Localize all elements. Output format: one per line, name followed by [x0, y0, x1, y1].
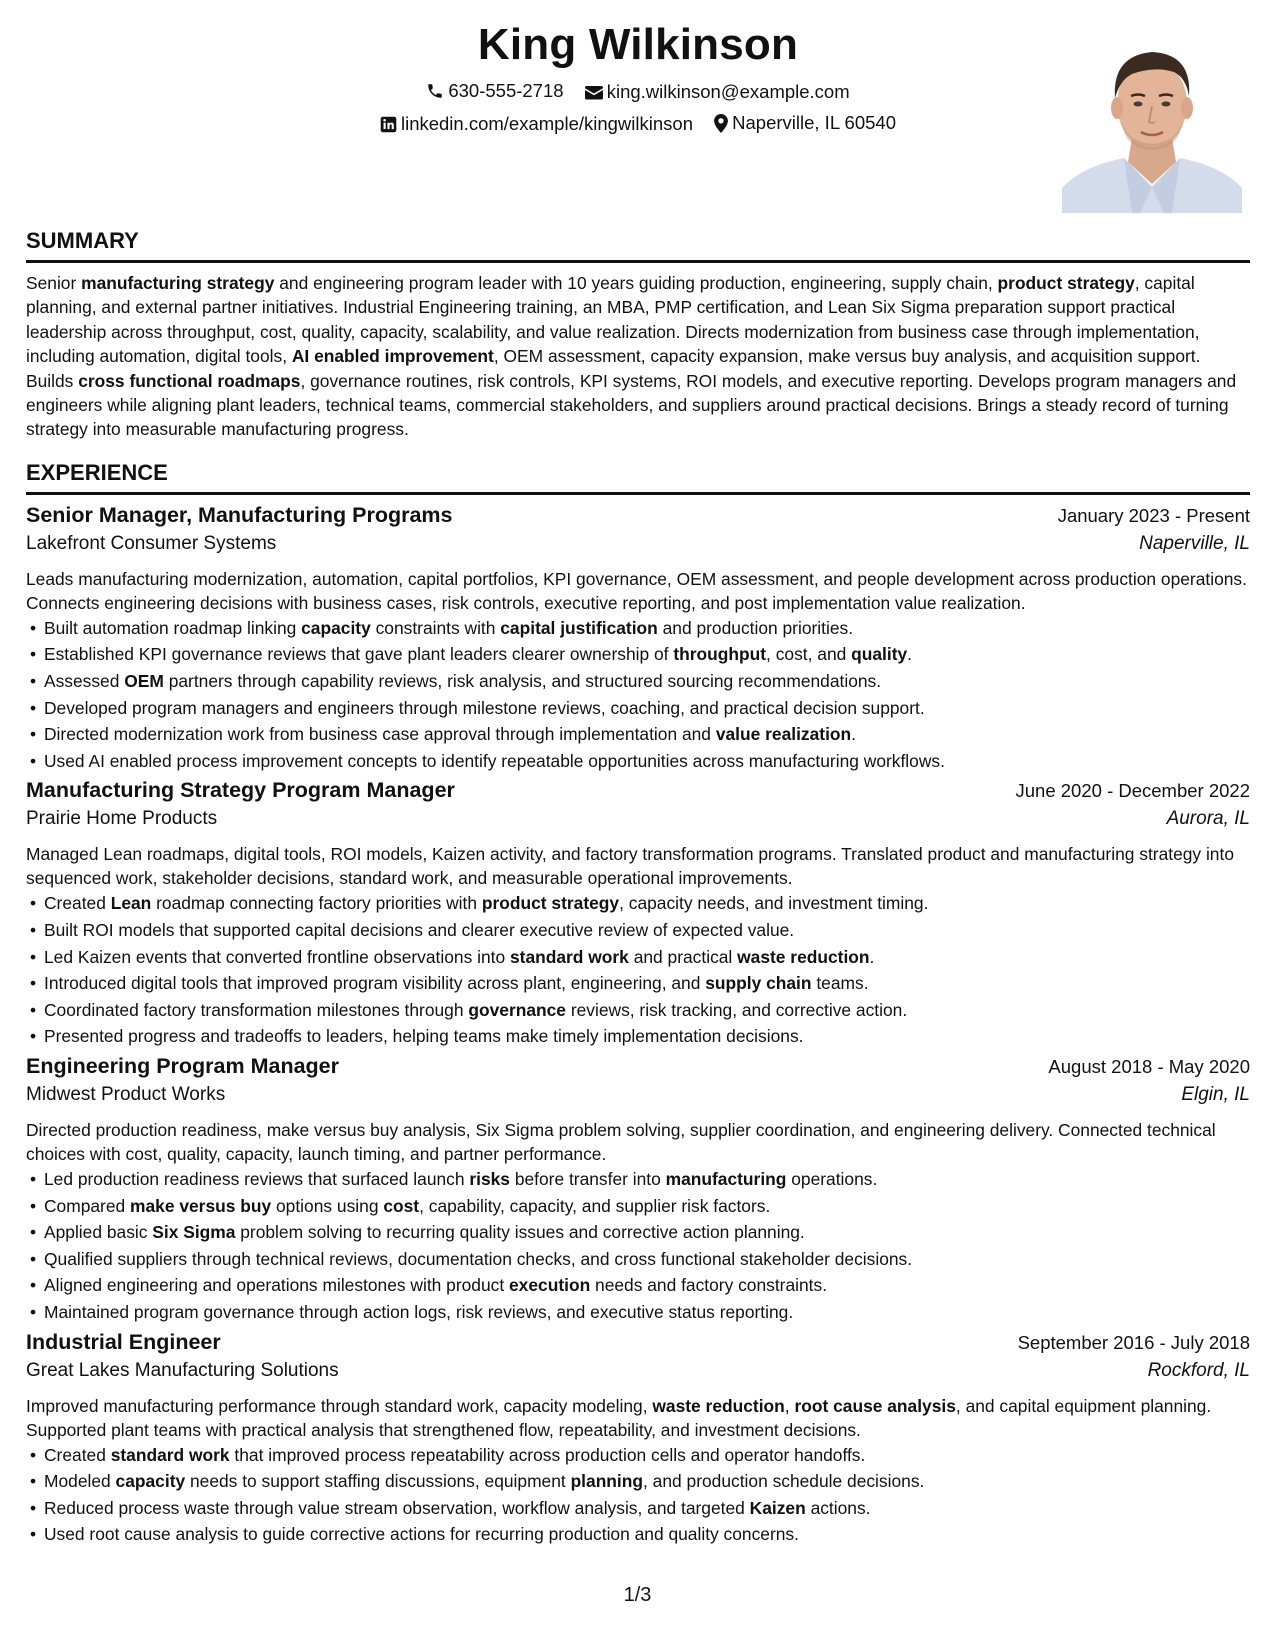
company-name: Great Lakes Manufacturing Solutions — [26, 1359, 339, 1381]
bullet-marker: • — [30, 1444, 37, 1465]
bullet-item — [30, 615, 1250, 642]
candidate-name: King Wilkinson — [477, 20, 799, 69]
email-contact[interactable] — [585, 81, 850, 103]
phone-contact[interactable] — [426, 80, 563, 102]
experience-heading: EXPERIENCE — [26, 459, 168, 485]
job-location: Naperville, IL — [1139, 532, 1250, 554]
bullet-text: Introduced digital tools that improved program visibility across plant, engineering, and supply chain teams. — [44, 973, 869, 994]
map-pin-icon — [714, 114, 728, 133]
bullet-text: Built ROI models that supported capital decisions and clearer executive review of expected value. — [44, 920, 795, 940]
page-number: 1/3 — [623, 1584, 652, 1606]
bullet-item — [30, 748, 1250, 775]
bullet-marker: • — [30, 999, 37, 1020]
bullet-item — [30, 695, 1250, 722]
bullet-marker: • — [30, 1248, 37, 1269]
bullet-marker: • — [30, 1524, 37, 1545]
bullet-item — [30, 1495, 1250, 1522]
job-title: Industrial Engineer — [26, 1329, 221, 1354]
bullet-text: Created Lean roadmap connecting factory priorities with product strategy, capacity needs, and investment timing. — [44, 893, 929, 914]
linkedin-icon — [380, 116, 397, 133]
company-name: Prairie Home Products — [26, 808, 218, 830]
summary-heading: SUMMARY — [26, 228, 139, 253]
bullet-text: Maintained program governance through action logs, risk reviews, and executive status reporting. — [44, 1301, 794, 1322]
bullet-item — [30, 917, 1250, 944]
job-description: Improved manufacturing performance through standard work, capacity modeling, waste reduction, root cause analysis, and capital equipment planning. Supported plant teams with practical analysis that strengthened flow, repeatability, and investment decisions. — [26, 1395, 1212, 1440]
job-description: Leads manufacturing modernization, automation, capital portfolios, KPI governance, OEM assessment, and people development across production operations. Connects engineering decisions with business cases, risk controls, executive reporting, and post implementation value realization. — [26, 568, 1247, 613]
bullet-marker: • — [30, 920, 37, 940]
bullet-marker: • — [30, 617, 37, 638]
job-title: Manufacturing Strategy Program Manager — [26, 778, 455, 803]
bullet-marker: • — [30, 724, 37, 745]
bullet-text: Directed modernization work from business case approval through implementation and value realization. — [44, 724, 856, 745]
bullet-marker: • — [30, 1195, 37, 1216]
bullet-text: Presented progress and tradeoffs to leaders, helping teams make timely implementation decisions. — [44, 1026, 804, 1047]
job-location: Rockford, IL — [1147, 1359, 1250, 1381]
profile-photo — [1062, 38, 1242, 213]
summary-divider — [26, 260, 1250, 263]
job-location: Elgin, IL — [1181, 1083, 1250, 1105]
bullet-marker: • — [30, 1222, 37, 1243]
bullet-marker: • — [30, 1497, 37, 1518]
bullet-item — [30, 1193, 1250, 1220]
bullet-marker: • — [30, 644, 37, 665]
experience-list — [26, 503, 1250, 1548]
bullet-item — [30, 1023, 1250, 1050]
job-bullets — [26, 1166, 1250, 1326]
resume-page — [26, 0, 1250, 1548]
location-contact — [714, 112, 896, 134]
bullet-marker: • — [30, 1301, 37, 1322]
bullet-item — [30, 1246, 1250, 1273]
bullet-text: Modeled capacity needs to support staffing discussions, equipment planning, and production schedule decisions. — [44, 1471, 925, 1492]
job-entry — [26, 778, 1250, 1050]
bullet-marker: • — [30, 893, 37, 914]
job-dates: June 2020 - December 2022 — [1015, 780, 1250, 802]
bullet-text: Assessed OEM partners through capability reviews, risk analysis, and structured sourcing recommendations. — [44, 671, 882, 692]
bullet-marker: • — [30, 1168, 37, 1189]
email-text: king.wilkinson@example.com — [606, 81, 850, 102]
bullet-item — [30, 1468, 1250, 1495]
job-location: Aurora, IL — [1166, 808, 1250, 830]
company-name: Midwest Product Works — [26, 1083, 226, 1105]
bullet-text: Qualified suppliers through technical reviews, documentation checks, and cross functional stakeholder decisions. — [44, 1248, 913, 1269]
bullet-text: Established KPI governance reviews that gave plant leaders clearer ownership of throughput, cost, and quality. — [44, 644, 913, 665]
job-bullets — [26, 615, 1250, 775]
bullet-text: Coordinated factory transformation milestones through governance reviews, risk tracking, and corrective action. — [44, 999, 908, 1020]
location-text: Naperville, IL 60540 — [732, 112, 897, 133]
job-title: Senior Manager, Manufacturing Programs — [26, 502, 453, 527]
job-entry — [26, 1054, 1250, 1326]
bullet-marker: • — [30, 750, 37, 771]
job-bullets — [26, 890, 1250, 1050]
bullet-item — [30, 668, 1250, 695]
bullet-text: Led Kaizen events that converted frontline observations into standard work and practical waste reduction. — [44, 946, 875, 967]
bullet-marker: • — [30, 1471, 37, 1492]
bullet-text: Aligned engineering and operations milestones with product execution needs and factory constraints. — [44, 1275, 828, 1296]
summary-text: Senior manufacturing strategy and engineering program leader with 10 years guiding production, engineering, supply chain, product strategy, capital planning, and external partner initiatives. Industrial Engineering training, an MBA, PMP certification, and Lean Six Sigma preparation support practical leadership across throughput, cost, quality, capacity, scalability, and value realization. Directs modernization from business case through implementation, including automation, digital tools, AI enabled improvement, OEM assessment, capacity expansion, make versus buy analysis, and acquisition support. Builds cross functional roadmaps, governance routines, risk controls, KPI systems, ROI models, and executive reporting. Develops program managers and engineers while aligning plant leaders, technical teams, commercial stakeholders, and suppliers around practical decisions. Brings a steady record of turning strategy into measurable manufacturing progress. — [26, 273, 1237, 440]
bullet-text: Used AI enabled process improvement concepts to identify repeatable opportunities across manufacturing workflows. — [44, 750, 945, 771]
bullet-text: Reduced process waste through value stream observation, workflow analysis, and targeted Kaizen actions. — [44, 1497, 871, 1518]
job-description: Managed Lean roadmaps, digital tools, ROI models, Kaizen activity, and factory transformation programs. Translated product and manufacturing strategy into sequenced work, stakeholder decisions, standard work, and measurable operational improvements. — [26, 844, 1234, 889]
job-entry — [26, 1330, 1250, 1548]
bullet-item — [30, 970, 1250, 997]
job-title: Engineering Program Manager — [26, 1053, 340, 1078]
phone-text: 630-555-2718 — [448, 80, 564, 101]
bullet-text: Applied basic Six Sigma problem solving to recurring quality issues and corrective action planning. — [44, 1222, 805, 1243]
bullet-item — [30, 1219, 1250, 1246]
bullet-text: Used root cause analysis to guide corrective actions for recurring production and quality concerns. — [44, 1524, 799, 1545]
job-entry — [26, 503, 1250, 775]
bullet-text: Developed program managers and engineers through milestone reviews, coaching, and practical decision support. — [44, 697, 925, 718]
bullet-text: Created standard work that improved process repeatability across production cells and operator handoffs. — [44, 1444, 866, 1465]
bullet-marker: • — [30, 671, 37, 692]
bullet-marker: • — [30, 697, 37, 718]
resume-header — [26, 0, 1250, 218]
bullet-item — [30, 1299, 1250, 1326]
company-name: Lakefront Consumer Systems — [26, 532, 277, 554]
phone-icon — [426, 82, 444, 100]
bullet-marker: • — [30, 973, 37, 994]
bullet-item — [30, 1521, 1250, 1548]
bullet-text: Compared make versus buy options using cost, capability, capacity, and supplier risk factors. — [44, 1195, 771, 1216]
bullet-item — [30, 1166, 1250, 1193]
bullet-item — [30, 641, 1250, 668]
bullet-marker: • — [30, 946, 37, 967]
job-bullets — [26, 1442, 1250, 1548]
bullet-text: Built automation roadmap linking capacity constraints with capital justification and production priorities. — [44, 617, 854, 638]
linkedin-contact[interactable] — [380, 113, 693, 135]
linkedin-text: linkedin.com/example/kingwilkinson — [400, 113, 693, 134]
bullet-item — [30, 997, 1250, 1024]
bullet-item — [30, 721, 1250, 748]
envelope-icon — [585, 84, 603, 100]
bullet-marker: • — [30, 1275, 37, 1296]
bullet-item — [30, 944, 1250, 971]
job-dates: September 2016 - July 2018 — [1017, 1331, 1250, 1353]
job-dates: January 2023 - Present — [1057, 504, 1250, 526]
bullet-item — [30, 890, 1250, 917]
bullet-text: Led production readiness reviews that surfaced launch risks before transfer into manufacturing operations. — [44, 1168, 878, 1189]
bullet-item — [30, 1442, 1250, 1469]
experience-divider — [26, 492, 1250, 495]
job-description: Directed production readiness, make versus buy analysis, Six Sigma problem solving, supplier coordination, and engineering delivery. Connected technical choices with cost, quality, capacity, launch timing, and partner performance. — [26, 1119, 1216, 1164]
bullet-marker: • — [30, 1026, 37, 1047]
bullet-item — [30, 1272, 1250, 1299]
job-dates: August 2018 - May 2020 — [1048, 1055, 1250, 1077]
